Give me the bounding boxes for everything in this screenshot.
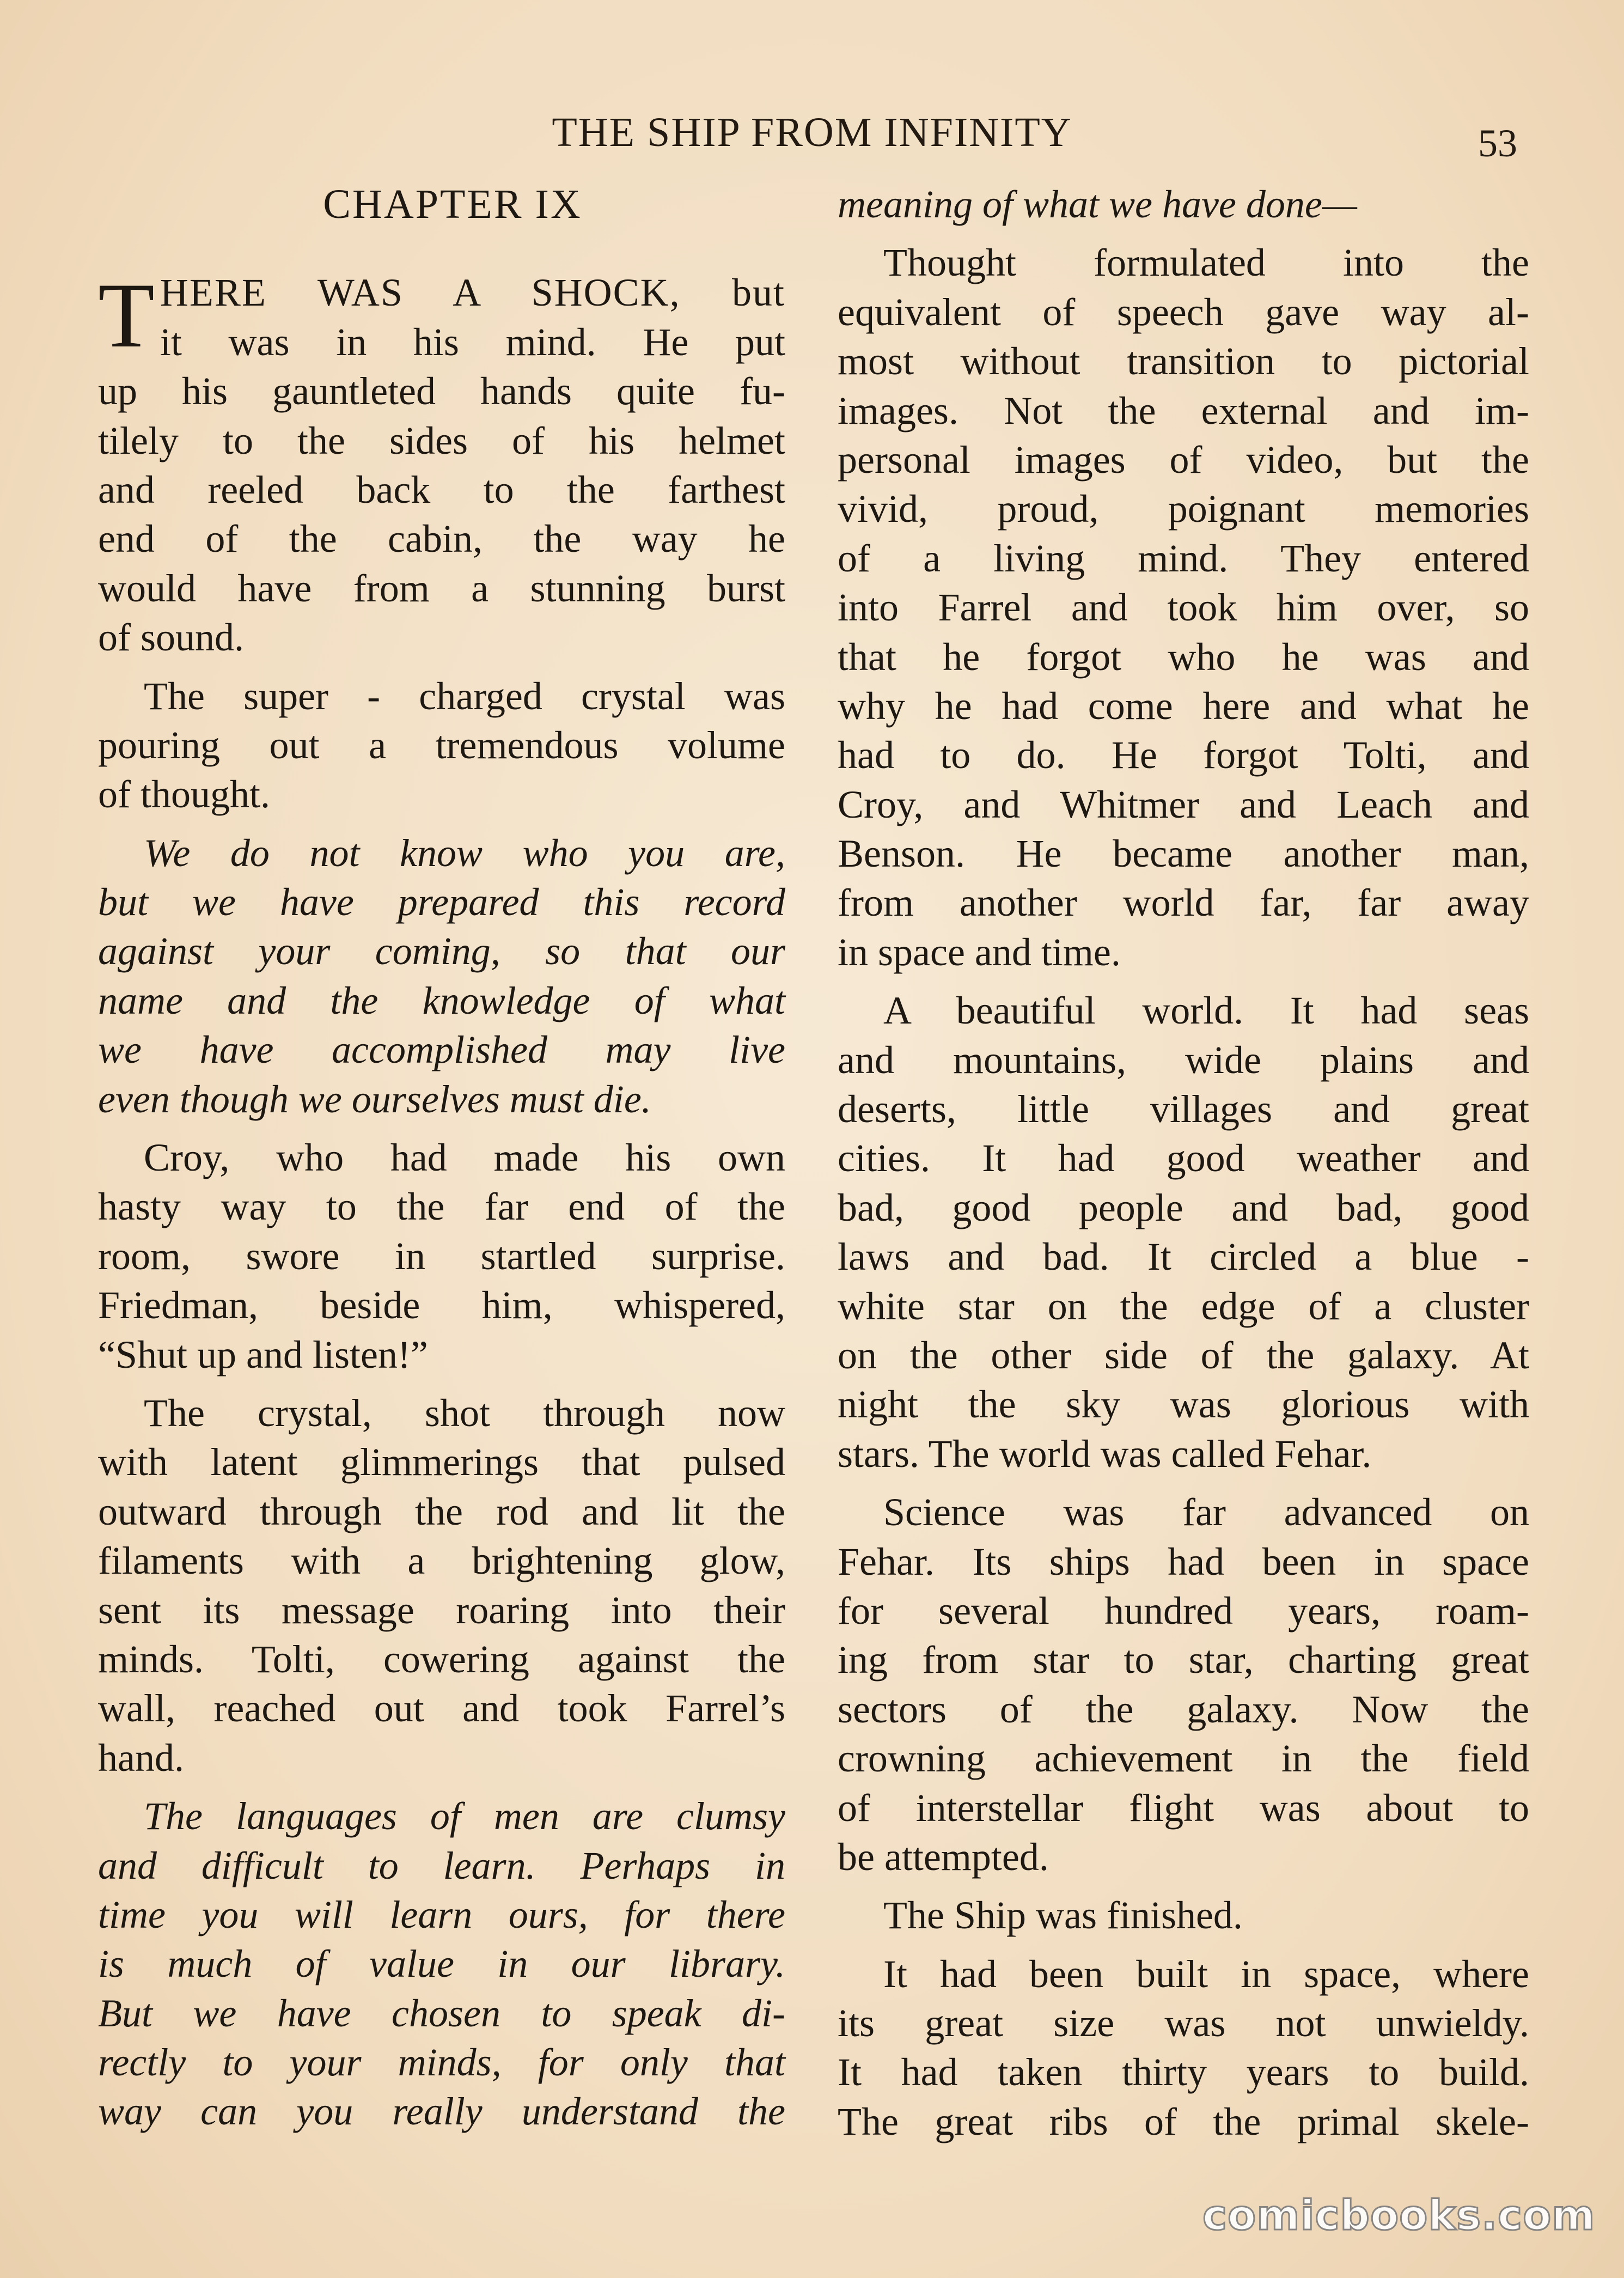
drop-cap: T [98,264,155,367]
paragraph [838,1950,1529,2147]
text-line: The super - charged crystal was [144,674,785,718]
text-line: images. Not the external and im- [838,388,1529,433]
text-line: sectors of the galaxy. Now the [838,1687,1529,1731]
text-line: Croy, and Whitmer and Leach and [838,782,1529,826]
text-line: But we have chosen to speak di- [98,1991,785,2035]
right-column [838,180,1529,2146]
text-line: up his gauntleted hands quite fu- [98,369,785,413]
text-line: be attempted. [838,1835,1049,1879]
paragraph-gap [98,662,785,672]
paragraph [98,367,785,662]
italic-paragraph [98,1792,785,2136]
text-line: into Farrel and took him over, so [838,586,1529,630]
text-line: The Ship was finished. [883,1893,1243,1938]
text-line: crowning achievement in the field [838,1737,1529,1781]
text-line: deserts, little villages and great [838,1087,1529,1131]
text-line: of sound. [98,616,244,660]
chapter-heading: CHAPTER IX [323,181,582,227]
text-line: night the sky was glorious with [838,1382,1529,1427]
text-line: Croy, who had made his own [144,1136,785,1180]
text-line: bad, good people and bad, good [838,1185,1529,1229]
paragraph-gap [98,819,785,829]
text-line: name and the knowledge of what [98,978,785,1022]
text-line: hand. [98,1735,184,1780]
text-line: Friedman, beside him, whispered, [98,1283,785,1327]
paragraph-gap [838,977,1529,986]
paragraph [98,672,785,819]
running-head: THE SHIP FROM INFINITY [552,109,1072,155]
paragraph-gap [838,1881,1529,1891]
text-line: had to do. He forgot Tolti, and [838,733,1529,777]
text-line: It had been built in space, where [883,1952,1529,1996]
text-line: would have from a stunning burst [98,566,785,610]
text-line: most without transition to pictorial [838,339,1529,383]
watermark: comicbooks.com [1202,2191,1596,2239]
text-line: rectly to your minds, for only that [98,2041,785,2085]
text-line: equivalent of speech gave way al- [838,290,1529,334]
text-line: tilely to the sides of his helmet [98,418,785,462]
text-line: of a living mind. They entered [838,536,1529,580]
paragraph [98,1388,785,1782]
text-line: stars. The world was called Fehar. [838,1432,1372,1476]
text-line: its great size was not unwieldy. [838,2001,1529,2045]
text-line: and reeled back to the farthest [98,467,785,511]
paragraph [838,1891,1529,1940]
text-line: with latent glimmerings that pulsed [98,1440,785,1484]
text-line: and difficult to learn. Perhaps in [98,1843,785,1887]
paragraph [98,1133,785,1379]
text-line: vivid, proud, poignant memories [838,487,1529,531]
text-line: on the other side of the galaxy. At [838,1333,1529,1377]
text-line: for several hundred years, roam- [838,1588,1529,1633]
text-line: we have accomplished may live [98,1028,785,1072]
text-line: way can you really understand the [98,2090,785,2134]
text-line: and mountains, wide plains and [838,1038,1529,1082]
text-line: Thought formulated into the [883,241,1529,285]
paragraph-gap [98,1124,785,1133]
text-line: room, swore in startled surprise. [98,1234,785,1278]
text-line: hasty way to the far end of the [98,1185,785,1229]
text-line: time you will learn ours, for there [98,1892,785,1936]
text-line: of thought. [98,772,270,817]
paragraph [838,1488,1529,1881]
text-line: why he had come here and what he [838,684,1529,728]
text-line: It had taken thirty years to build. [838,2050,1529,2094]
text-line: personal images of video, but the [838,437,1529,482]
text-line: Science was far advanced on [883,1490,1529,1534]
paragraph-gap [838,1478,1529,1488]
opening-paragraph [98,264,785,367]
text-line: of interstellar flight was about to [838,1786,1529,1830]
text-line: outward through the rod and lit the [98,1489,785,1533]
text-line: in space and time. [838,930,1121,974]
page-number: 53 [1478,121,1517,165]
text-line: wall, reached out and took Farrel’s [98,1686,785,1731]
text-line: that he forgot who he was and [838,635,1529,679]
paragraph-gap [98,1782,785,1792]
text-line: Benson. He became another man, [838,832,1529,876]
text-line: from another world far, far away [838,881,1529,925]
text-line: The crystal, shot through now [144,1391,785,1435]
italic-paragraph [98,829,785,1124]
text-line: cities. It had good weather and [838,1136,1529,1180]
text-line: laws and bad. It circled a blue - [838,1235,1529,1279]
paragraph [838,238,1529,977]
left-column [98,180,785,2136]
text-line: ing from star to star, charting great [838,1638,1529,1682]
lead-line: it was in his mind. He put [160,320,785,364]
text-line: meaning of what we have done— [838,182,1357,226]
lead-line: HERE WAS A SHOCK, but [160,271,785,315]
text-line: even though we ourselves must die. [98,1077,651,1121]
paragraph-gap [98,1379,785,1388]
text-line: pouring out a tremendous volume [98,723,785,767]
paragraph-gap [838,1940,1529,1950]
paragraph [838,986,1529,1478]
text-line: “Shut up and listen!” [98,1332,428,1376]
text-line: end of the cabin, the way he [98,517,785,561]
text-line: but we have prepared this record [98,880,785,924]
text-line: sent its message roaring into their [98,1588,785,1632]
text-line: We do not know who you are, [144,831,785,875]
text-line: The languages of men are clumsy [144,1794,785,1838]
text-line: against your coming, so that our [98,929,785,973]
text-line: A beautiful world. It had seas [883,989,1529,1033]
text-line: Fehar. Its ships had been in space [838,1539,1529,1583]
paragraph-gap [838,229,1529,238]
italic-paragraph [838,180,1529,229]
text-line: is much of value in our library. [98,1942,785,1986]
text-line: white star on the edge of a cluster [838,1284,1529,1328]
text-line: filaments with a brightening glow, [98,1539,785,1583]
text-line: minds. Tolti, cowering against the [98,1637,785,1681]
text-line: The great ribs of the primal skele- [838,2099,1529,2143]
